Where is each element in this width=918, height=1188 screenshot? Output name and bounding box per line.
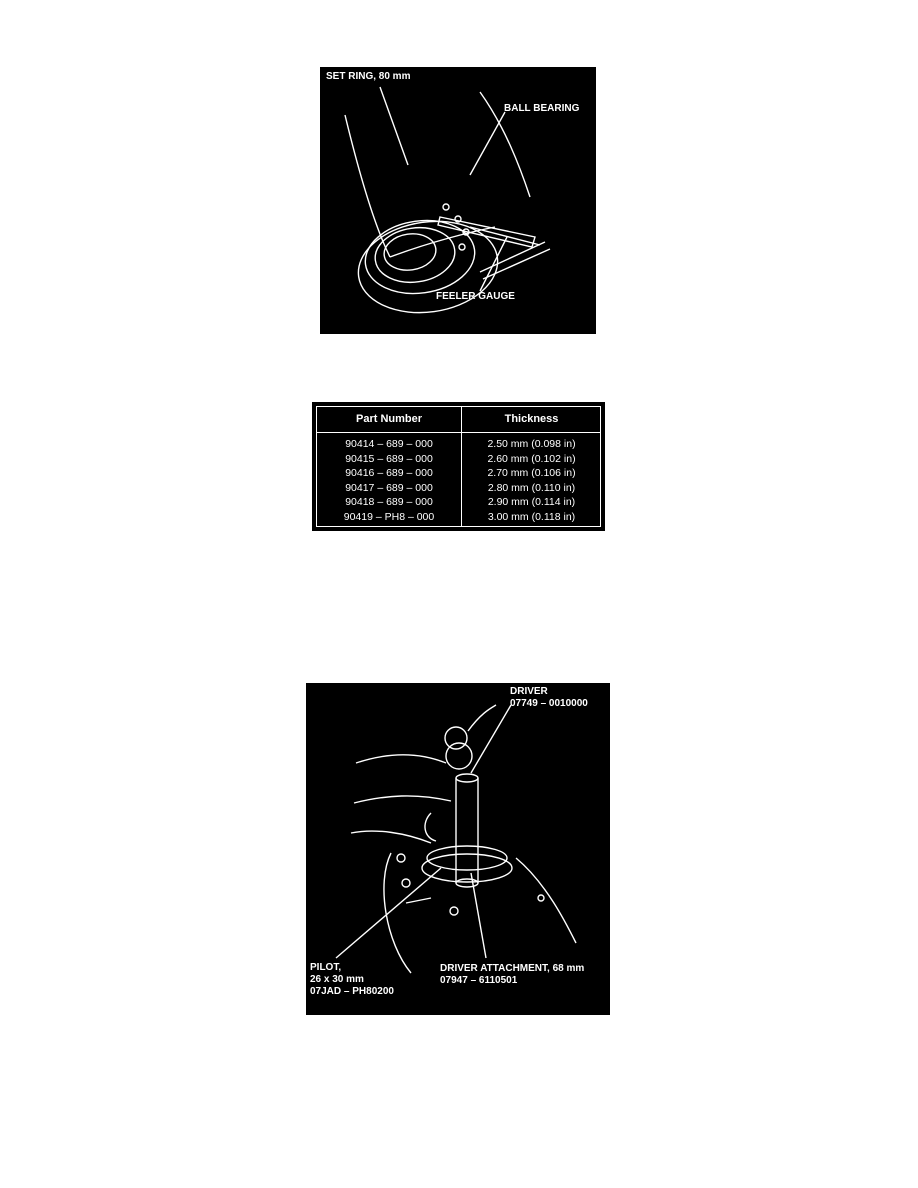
table-row xyxy=(317,437,600,452)
pilot-label: PILOT, xyxy=(310,962,342,973)
part-number-cell: 90414 – 689 – 000 xyxy=(345,438,433,450)
table-row xyxy=(317,495,600,510)
part-number-cell: 90419 – PH8 – 000 xyxy=(343,510,435,523)
thickness-cell: 2.90 mm (0.114 in) xyxy=(487,496,576,508)
thickness-cell: 2.60 mm (0.102 in) xyxy=(487,452,576,465)
figure-set-ring-measurement xyxy=(320,67,596,334)
table-row xyxy=(317,481,600,496)
figure-driver-installation xyxy=(306,683,610,1015)
set-ring-label: SET RING, 80 mm xyxy=(326,71,411,82)
table-row xyxy=(317,466,600,481)
set-ring-thickness-table xyxy=(312,402,605,531)
thickness-cell: 3.00 mm (0.118 in) xyxy=(487,510,576,523)
part-number-cell: 90415 – 689 – 000 xyxy=(345,452,433,465)
header-thickness: Thickness xyxy=(504,413,559,425)
driver-label: DRIVER xyxy=(510,686,548,697)
driver-attachment-label: DRIVER ATTACHMENT, 68 mm xyxy=(440,963,585,974)
table-row xyxy=(317,510,600,525)
pilot-part-label: 07JAD – PH80200 xyxy=(310,986,394,997)
thickness-cell: 2.80 mm (0.110 in) xyxy=(487,481,576,494)
feeler-gauge-label: FEELER GAUGE xyxy=(436,291,515,302)
thickness-cell: 2.70 mm (0.106 in) xyxy=(487,467,576,479)
driver-part-label: 07749 – 0010000 xyxy=(510,698,588,709)
part-number-cell: 90416 – 689 – 000 xyxy=(345,467,433,479)
part-number-cell: 90417 – 689 – 000 xyxy=(345,481,433,494)
pilot-size-label: 26 x 30 mm xyxy=(310,974,364,985)
header-part-number: Part Number xyxy=(355,413,423,425)
ball-bearing-label: BALL BEARING xyxy=(504,103,580,114)
thickness-cell: 2.50 mm (0.098 in) xyxy=(487,438,576,450)
driver-attachment-part-label: 07947 – 6110501 xyxy=(440,975,518,986)
part-number-cell: 90418 – 689 – 000 xyxy=(345,496,433,508)
table-row xyxy=(317,452,600,467)
